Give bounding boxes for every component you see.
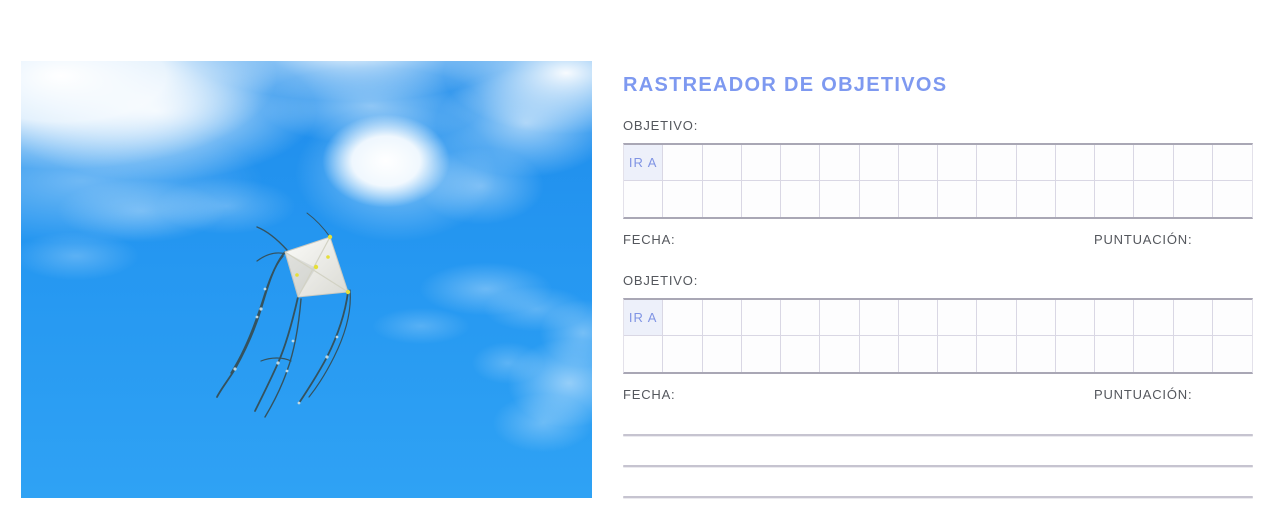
tracker-cell[interactable]: [624, 181, 663, 217]
tracker-cell[interactable]: [1134, 181, 1173, 217]
tracker-cell[interactable]: [742, 181, 781, 217]
tracker-cell[interactable]: [938, 300, 977, 336]
tracker-cell[interactable]: [1056, 300, 1095, 336]
tracker-cell[interactable]: [1017, 336, 1056, 372]
tracker-cell[interactable]: [820, 181, 859, 217]
tracker-cell[interactable]: [663, 181, 702, 217]
tracker-cell[interactable]: [1213, 300, 1252, 336]
puntuacion-label: PUNTUACIÓN:: [1094, 387, 1193, 402]
notes-lines: [623, 434, 1253, 504]
tracker-cell[interactable]: [1095, 336, 1134, 372]
tracker-grid-1: [623, 143, 1253, 219]
tracker-cell[interactable]: [820, 300, 859, 336]
tracker-cell[interactable]: [1174, 336, 1213, 372]
tracker-cell[interactable]: [977, 181, 1016, 217]
objective-label: OBJETIVO:: [623, 118, 699, 133]
tracker-cell[interactable]: [1213, 181, 1252, 217]
tracker-cell[interactable]: [860, 300, 899, 336]
tracker-cell[interactable]: [742, 145, 781, 181]
tracker-cell[interactable]: [977, 300, 1016, 336]
tracker-grid-2: [623, 298, 1253, 374]
kite-illustration: [21, 61, 592, 498]
tracker-cell[interactable]: [703, 181, 742, 217]
tracker-cell[interactable]: [781, 336, 820, 372]
tracker-cell[interactable]: [663, 145, 702, 181]
goal-section-2: [623, 273, 1253, 423]
tracker-cell[interactable]: [1017, 181, 1056, 217]
fecha-label: FECHA:: [623, 387, 676, 402]
tracker-cell[interactable]: [1134, 336, 1173, 372]
tracker-cell[interactable]: [1174, 300, 1213, 336]
tracker-cell[interactable]: [977, 336, 1016, 372]
tracker-cell[interactable]: [1134, 300, 1173, 336]
tracker-cell[interactable]: [860, 336, 899, 372]
objective-label: OBJETIVO:: [623, 273, 699, 288]
tracker-cell[interactable]: [860, 145, 899, 181]
tracker-cell[interactable]: [781, 181, 820, 217]
tracker-cell[interactable]: [820, 336, 859, 372]
tracker-cell[interactable]: [977, 145, 1016, 181]
tracker-cell[interactable]: [1017, 300, 1056, 336]
kite-sky-photo: [21, 61, 592, 498]
tracker-cell[interactable]: [899, 300, 938, 336]
tracker-cell[interactable]: [1056, 181, 1095, 217]
goto-cell[interactable]: IR A: [624, 300, 663, 336]
tracker-cell[interactable]: [781, 145, 820, 181]
tracker-cell[interactable]: [1174, 181, 1213, 217]
goal-section-1: [623, 118, 1253, 268]
tracker-cell[interactable]: [1056, 145, 1095, 181]
tracker-cell[interactable]: [624, 336, 663, 372]
tracker-cell[interactable]: [938, 181, 977, 217]
meta-row-2: [623, 387, 1253, 403]
tracker-cell[interactable]: [938, 336, 977, 372]
tracker-cell[interactable]: [1056, 336, 1095, 372]
note-line[interactable]: [623, 465, 1253, 467]
tracker-cell[interactable]: [860, 181, 899, 217]
tracker-cell[interactable]: [1213, 145, 1252, 181]
note-line[interactable]: [623, 434, 1253, 436]
tracker-cell[interactable]: [1134, 145, 1173, 181]
tracker-cell[interactable]: [938, 145, 977, 181]
fecha-label: FECHA:: [623, 232, 676, 247]
meta-row-1: [623, 232, 1253, 248]
kite-tail-glints: [233, 288, 338, 405]
tracker-cell[interactable]: [663, 336, 702, 372]
tracker-cell[interactable]: [899, 145, 938, 181]
tracker-cell[interactable]: [1095, 145, 1134, 181]
tracker-cell[interactable]: [1095, 300, 1134, 336]
goto-cell[interactable]: IR A: [624, 145, 663, 181]
tracker-cell[interactable]: [1213, 336, 1252, 372]
tracker-cell[interactable]: [1095, 181, 1134, 217]
tracker-cell[interactable]: [899, 336, 938, 372]
tracker-cell[interactable]: [1017, 145, 1056, 181]
tracker-cell[interactable]: [742, 336, 781, 372]
tracker-cell[interactable]: [703, 336, 742, 372]
tracker-cell[interactable]: [703, 145, 742, 181]
tracker-cell[interactable]: [1174, 145, 1213, 181]
tracker-cell[interactable]: [703, 300, 742, 336]
tracker-cell[interactable]: [742, 300, 781, 336]
tracker-cell[interactable]: [820, 145, 859, 181]
note-line[interactable]: [623, 496, 1253, 498]
page-title: RASTREADOR DE OBJETIVOS: [623, 74, 948, 96]
tracker-cell[interactable]: [663, 300, 702, 336]
tracker-cell[interactable]: [781, 300, 820, 336]
puntuacion-label: PUNTUACIÓN:: [1094, 232, 1193, 247]
tracker-cell[interactable]: [899, 181, 938, 217]
tracker-panel: [623, 0, 1253, 522]
